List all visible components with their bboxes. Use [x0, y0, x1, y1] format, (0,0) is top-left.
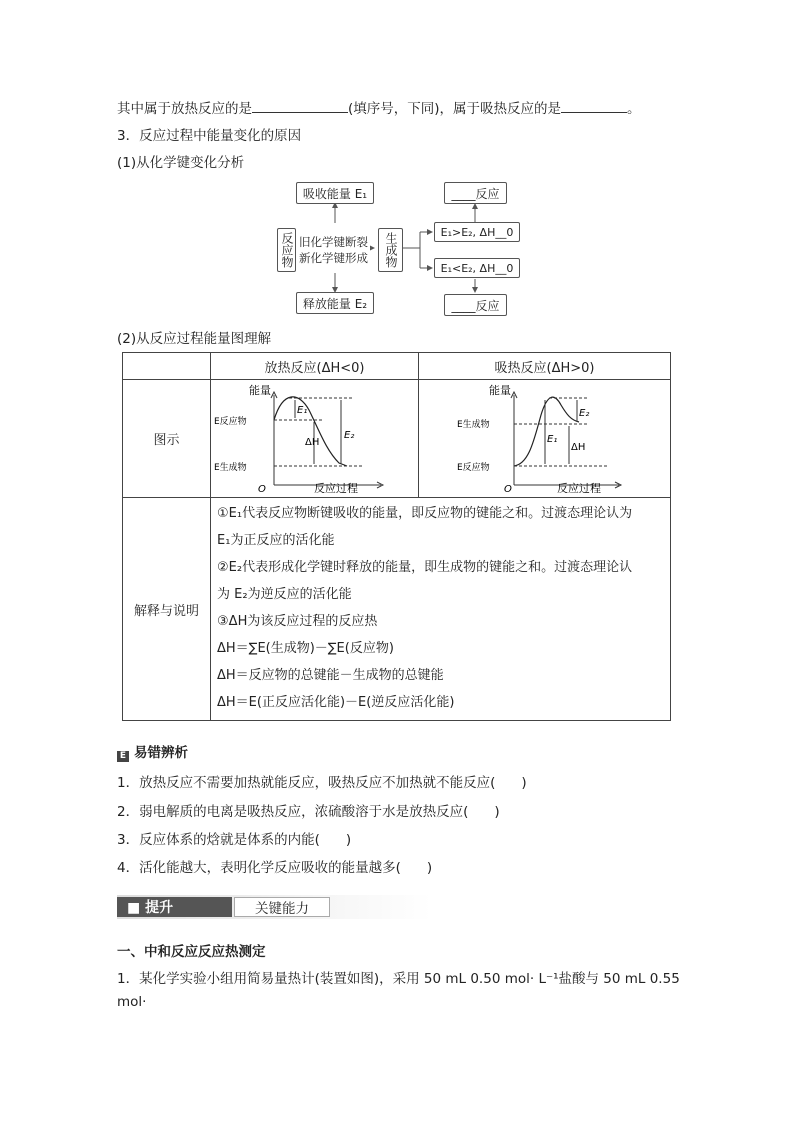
bond-break-label: 旧化学键断裂 [299, 235, 368, 249]
bond-process-box [297, 228, 370, 272]
exo-energy-curve [274, 397, 347, 466]
result-bottom-box: ____反应 [444, 294, 507, 316]
endothermic-energy-diagram [419, 380, 669, 493]
row-diagram-label: 图示 [123, 380, 211, 498]
tip-close-paren: ) [494, 804, 500, 820]
exo-x-label: 反应过程 [314, 482, 359, 493]
explanation-line: ΔH＝反应物的总键能－生成物的总键能 [217, 668, 444, 683]
tip-item-2 [117, 800, 500, 820]
intro-text-2: (填序号，下同)，属于吸热反应的是 [348, 101, 562, 117]
answer-blank-exothermic[interactable] [252, 99, 348, 113]
exo-e2-label: E₂ [344, 430, 355, 441]
tip-item-1 [117, 771, 527, 791]
sub1-title: (1)从化学键变化分析 [117, 155, 245, 171]
intro-text-1: 其中属于放热反应的是 [117, 101, 252, 117]
exo-diagram-cell [211, 380, 419, 498]
result-top-box: ____反应 [444, 182, 507, 204]
condition-top-box: E₁>E₂, ΔH__0 [434, 222, 520, 242]
band-key-ability-label: 关键能力 [234, 897, 330, 917]
exo-origin: O [258, 484, 266, 493]
sub2-title: (2)从反应过程能量图理解 [117, 331, 272, 347]
tips-header [117, 741, 188, 762]
tip-close-paren: ) [426, 860, 433, 876]
explanation-line: ②E₂代表形成化学键时释放的能量，即生成物的键能之和。过渡态理论认 [217, 560, 633, 575]
tip-close-paren: ) [345, 832, 352, 848]
tip-item-text: 3．反应体系的焓就是体系的内能( [117, 832, 320, 848]
intro-line [117, 97, 641, 117]
endo-e-product: E生成物 [457, 420, 490, 430]
explanation-line: 为 E₂为逆反应的活化能 [217, 587, 352, 602]
exo-dh-label: ΔH [305, 437, 320, 448]
endo-origin: O [504, 484, 512, 493]
reactant-box: 反应物 [277, 228, 296, 272]
endo-e1-label: E₁ [547, 434, 558, 445]
question1-line2: mol· [117, 994, 147, 1010]
exo-e1-label: E₁ [297, 405, 308, 416]
explanation-cell [211, 498, 671, 721]
explanation-line: ①E₁代表反应物断键吸收的能量，即反应物的键能之和。过渡态理论认为 [217, 506, 633, 521]
energy-diagram-table [122, 352, 671, 721]
tip-item-text: 4．活化能越大，表明化学反应吸收的能量越多( [117, 860, 401, 876]
tip-item-4 [117, 856, 432, 876]
tip-item-3 [117, 828, 351, 848]
endo-e-reactant: E反应物 [457, 463, 490, 473]
exo-e-product: E生成物 [214, 463, 247, 473]
tips-icon: E [117, 751, 129, 762]
explanation-line: ③ΔH为该反应过程的反应热 [217, 614, 378, 629]
table-corner [123, 353, 211, 380]
product-box: 生成物 [378, 228, 403, 272]
tip-item-text: 1．放热反应不需要加热就能反应，吸热反应不加热就不能反应( [117, 775, 496, 791]
header-endothermic: 吸热反应(ΔH>0) [419, 353, 671, 380]
row-explanation-label: 解释与说明 [123, 498, 211, 721]
tip-item-text: 2．弱电解质的电离是吸热反应，浓硫酸溶于水是放热反应( [117, 804, 469, 820]
exo-e-reactant: E反应物 [214, 417, 247, 427]
exo-y-label: 能量 [249, 384, 272, 397]
tips-title: 易错辨析 [134, 745, 188, 761]
release-energy-box: 释放能量 E₂ [296, 292, 374, 314]
endo-e2-label: E₂ [579, 408, 590, 419]
tip-close-paren: ) [521, 775, 527, 791]
condition-bottom-box: E₁<E₂, ΔH__0 [434, 258, 520, 278]
bond-form-label: 新化学键形成 [299, 251, 368, 265]
intro-text-3: 。 [627, 101, 641, 117]
exothermic-energy-diagram [211, 380, 417, 493]
explanation-line: E₁为正反应的活化能 [217, 533, 335, 548]
endo-y-label: 能量 [489, 384, 511, 397]
part1-title: 一、中和反应反应热测定 [117, 944, 266, 960]
explanation-line: ΔH＝E(正反应活化能)－E(逆反应活化能) [217, 695, 455, 710]
header-exothermic: 放热反应(ΔH<0) [211, 353, 419, 380]
section3-title: 3．反应过程中能量变化的原因 [117, 128, 302, 144]
endo-diagram-cell [419, 380, 671, 498]
band-improve-label: ■ 提升 [117, 897, 232, 917]
endo-dh-label: ΔH [571, 442, 586, 453]
endo-x-label: 反应过程 [557, 482, 601, 493]
question1-line1: 1．某化学实验小组用简易量热计(装置如图)，采用 50 mL 0.50 mol· L⁻¹盐酸与 50 mL 0.55 [117, 971, 680, 987]
explanation-line: ΔH＝∑E(生成物)－∑E(反应物) [217, 641, 394, 656]
answer-blank-endothermic[interactable] [561, 99, 627, 113]
absorb-energy-box: 吸收能量 E₁ [296, 182, 374, 204]
